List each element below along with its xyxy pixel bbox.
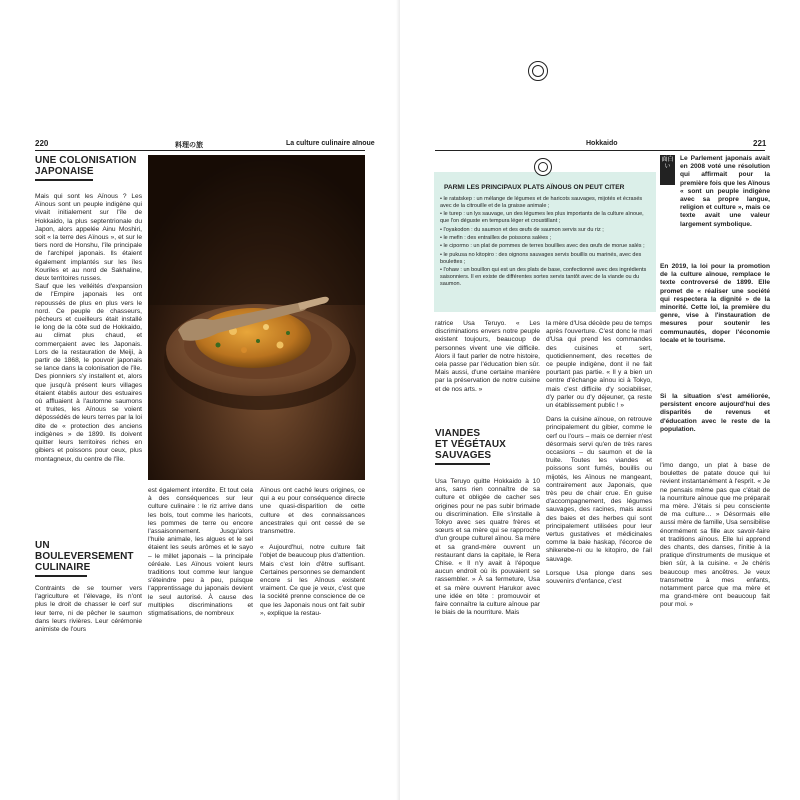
right-col1-top: ratrice Usa Teruyo. « Les discriminations envers notre peuple existent toujours, beaucoup de personnes vivent une vie difficile. Alors il faut parler de notre histoire, cela passe par l'éducation bien sûr. Mais aussi, d'une certaine manière par la préservation de notre cuisine et de nos arts. » <box>435 320 540 393</box>
heading-viandes: VIANDES ET VÉGÉTAUX SAUVAGES <box>435 428 540 465</box>
list-item: • l'ohaw : un bouillon qui est un des plats de base, confectionné avec des ingrédients saisonniers. Il en existe de différentes sortes servis tantôt avec de la viande ou du saumon. <box>440 267 647 287</box>
heading-bouleversement: UN BOULEVERSEMENT CULINAIRE <box>35 540 145 577</box>
col3-text: Aïnous ont caché leurs origines, ce qui a eu pour conséquence directe une quasi-disparition de cette culture et des connaissances ancestrales qui ont cessé de se transmettre. « Aujourd'hui, notre culture fait l'objet de beaucoup plus d'attention. Mais c'est loin d'être suffisant. Certaines personnes se demandent encore si les Aïnous existent vraiment. Ce que je veux, c'est que la société prenne conscience de ce que les Japonais nous ont fait subir », explique la restau- <box>260 487 365 617</box>
right-col1-bottom: Usa Teruyo quitte Hokkaido à 10 ans, sans rien connaître de sa culture et obligée de cacher ses origines pour ne pas subir brimade ou discrimination. Elle s'installe à Tokyo avec ses quatre frères et sœurs et sa mère qui se rapproche d'un groupe culturel aïnou. Sa mère et sa grand-mère ouvrent un restaurant dans la capitale, le Rera Chise. « Il n'y avait à l'époque aucun endroit où ils pouvaient se rassembler. » À sa fermeture, Usa et sa mère ouvrent Harukor avec une idée en tête : promouvoir et faire connaître la culture aïnoue par le biais de la nourriture. Mais <box>435 478 540 617</box>
dishes-infobox <box>434 172 656 312</box>
running-head-japanese: 料理の旅 <box>175 142 203 149</box>
dishes-list <box>440 196 650 289</box>
sidebar-box <box>660 155 770 455</box>
right-col3-bottom: l'imo dango, un plat à base de boulettes de patate douce qui lui revient instantanément à l'esprit. « Je ne pensais même pas que c'était de la nourriture aïnoue que me préparait ma mère. J'étais si peu consciente de ma culture… » Désormais elle aussi mère de famille, Usa sensibilise énormément sa fille aux savoir-faire et traditions aïnous. Elle lui apprend des chants, des danses, l'initie à la pratique d'instruments de musique et bien sûr, à la cuisine. « Je chéris beaucoup mes ancêtres. Je veux transmettre à mes enfants, notamment parce que ma mère et ma grand-mère ont beaucoup fait pour moi. » <box>660 462 770 609</box>
stamp-badge-infobox <box>534 158 552 176</box>
page-number-right: 221 <box>753 139 767 148</box>
list-item: • le mefin : des entrailles de poissons salées ; <box>440 235 552 242</box>
header-rule-right <box>435 150 765 151</box>
running-head-left: La culture culinaire aïnoue <box>286 140 375 147</box>
sidebar-tag: 面白い <box>660 155 675 185</box>
sidebar-p2: En 2019, la loi pour la promotion de la culture aïnoue, remplace le texte controversé de 1899. Elle promet de « réaliser une société qui respectera la dignité » de la minorité. Cette loi, la première du genre, vise à l'instauration de mesures pour soutenir les communautés, doper l'économie locale et le tourisme. <box>660 263 770 344</box>
heading-colonisation: UNE COLONISATION JAPONAISE <box>35 155 145 181</box>
bowl-illustration <box>148 155 365 480</box>
sidebar-p1: Le Parlement japonais avait en 2008 voté une résolution qui affirmait pour la première fois que les Aïnous « sont un peuple indigène avec sa propre langue, religion et culture », mais ce texte avait une valeur largement symbolique. <box>680 155 770 228</box>
infobox-title: PARMI LES PRINCIPAUX PLATS AÏNOUS ON PEUT CITER <box>444 184 625 191</box>
food-photo <box>148 155 365 480</box>
list-item: • le turep : un lys sauvage, un des légumes les plus importants de la culture aïnoue, que l'on déguste en tempura léger et croustillant ; <box>440 211 644 225</box>
running-head-right: Hokkaido <box>586 140 618 147</box>
header-rule <box>35 150 365 151</box>
col2-text: est également interdite. Et tout cela à des conséquences sur leur culture culinaire : le riz arrive dans les bols, tout comme les haricots, les pommes de terre ou encore l'assaisonnement. Jusqu'alors l'huile animale, les algues et le sel étaient les seuls arômes et le sayo – le millet japonais – la principale céréale. Les Aïnous voient leurs traditions tout comme leur langue s'éteindre peu à peu, puisque l'apprentissage du japonais devient le seul autorisé. À cause des multiples discriminations et stigmatisations, de nombreux <box>148 487 253 618</box>
list-item: • l'oyakodon : du saumon et des œufs de saumon servis sur du riz ; <box>440 226 604 233</box>
list-item: • le ratatskep : un mélange de légumes et de haricots sauvages, mijotés et écrasés avec de la citrouille et de la graisse animale ; <box>440 196 643 209</box>
list-item: • le cipormo : un plat de pommes de terres bouillies avec des œufs de morue salés ; <box>440 243 645 250</box>
stamp-badge-top <box>528 61 548 81</box>
right-col2: la mère d'Usa décède peu de temps après l'ouverture. C'est donc le mari d'Usa qui prend les commandes des cuisines et sert, quotidiennement, des recettes de ce peuple indigène, dont il ne fait pourtant pas partie. « Il y a bien un centre d'échange aïnou ici à Tokyo, mais c'est difficile d'y sociabiliser, d'y parler ou d'y déjeuner, ça reste un établissement public ! » Dans la cuisine aïnoue, on retrouve principalement du gibier, comme le cerf ou l'ours – mais ce dernier n'est désormais servi qu'en de très rares occasions – du saumon et de la truite. Toutes les viandes et poissons sont fumés, bouillis ou mijotés, les Aïnous ne mangeant, contrairement aux Japonais, que très peu de chair crue. En guise d'accompagnement, des légumes sauvages, des racines, mais aussi des baies et des herbes qui sont principalement utilisées pour leur vertus gustatives et médicinales comme la baie haskap, l'écorce de shikerebe-ni ou le kitopiro, de l'ail sauvage. Lorsque Usa plonge dans ses souvenirs d'enfance, c'est <box>546 320 652 586</box>
col1-text: Mais qui sont les Aïnous ? Les Aïnous sont un peuple indigène qui vivait initialement sur l'île de Hokkaido, la plus septentrionale du Japon, alors appelée Ainu Moshiri, soit « la terre des Aïnous », et sur le tiers nord de Honshu, l'île principale de l'archipel japonais. Ils étaient également implantés sur les îles Kouriles et au nord de Sakhaline, deux territoires russes. Sauf que les velléités d'expansion de l'Empire japonais les ont repoussés de plus en plus vers le nord. Ce peuple de chasseurs, pêcheurs et cueilleurs était installé le long de la côte sud de Hokkaido, au climat plus chaud, et commerçaient avec les Japonais. Lors de la restauration de Meiji, à partir de 1868, le pouvoir japonais se lance dans la colonisation de l'île. Des pionniers s'y installent et, alors que jusqu'à présent leurs villages étaient établis autour des estuaires où affluaient à l'automne saumons et truites, les Aïnous se voient dépossédés de leurs terres par la loi dite de « protection des anciens indigènes » de 1899. Ils doivent quitter leurs territoires riches en gibiers et poissons pour ceux, plus montagneux, du centre de l'île. <box>35 193 142 463</box>
col1-text-bottom: Contraints de se tourner vers l'agriculture et l'élevage, ils n'ont plus le droit de chasser le cerf sur leur terre, ni de pêcher le saumon dans leurs rivières. Leur cérémonie animiste de l'ours <box>35 585 142 634</box>
list-item: • le pukusa no kitopiro : des oignons sauvages servis bouillis ou marinés, avec des boulettes ; <box>440 251 642 265</box>
page-number-left: 220 <box>35 139 49 148</box>
sidebar-p3: Si la situation s'est améliorée, persistent encore aujourd'hui des disparités de revenus et d'éducation avec le reste de la population. <box>660 393 770 433</box>
